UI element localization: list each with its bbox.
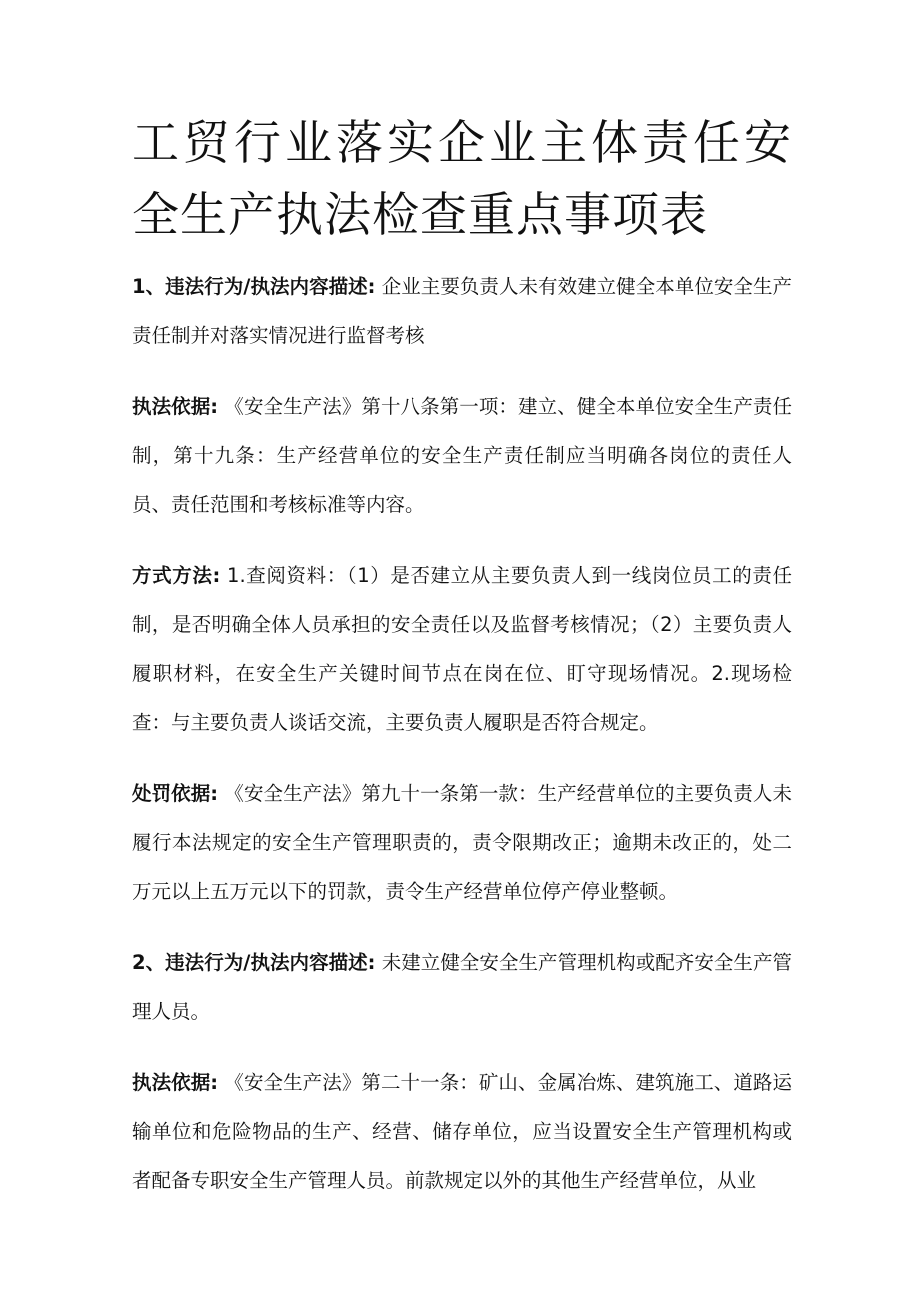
section-1-violation [132,262,792,360]
section-label: 1、违法行为/执法内容描述: [132,275,376,298]
section-label: 处罚依据: [132,782,219,805]
section-1-methods [132,551,792,747]
section-text: 企业主要负责人未有效建立健全本单位安全生产责任制并对落实情况进行监督考核 [132,275,792,347]
document-page [132,108,792,1205]
section-label: 执法依据: [132,395,219,418]
section-label: 执法依据: [132,1071,219,1094]
section-2-legal-basis [132,1058,792,1205]
section-text: 未建立健全安全生产管理机构或配齐安全生产管理人员。 [132,951,792,1023]
section-1-legal-basis [132,382,792,529]
section-text: 《安全生产法》第二十一条：矿山、金属冶炼、建筑施工、道路运输单位和危险物品的生产、经营、储存单位，应当设置安全生产管理机构或者配备专职安全生产管理人员。前款规定以外的其他生产经营单位，从业 [132,1071,792,1192]
section-2-violation [132,938,792,1036]
section-label: 方式方法: [132,564,221,587]
document-title: 工贸行业落实企业主体责任安全生产执法检查重点事项表 [132,116,792,243]
section-label: 2、违法行为/执法内容描述: [132,951,376,974]
section-text: 《安全生产法》第九十一条第一款：生产经营单位的主要负责人未履行本法规定的安全生产管理职责的，责令限期改正；逾期未改正的，处二万元以上五万元以下的罚款，责令生产经营单位停产停业整顿。 [132,782,792,903]
section-text: 1.查阅资料：（1）是否建立从主要负责人到一线岗位员工的责任制，是否明确全体人员承担的安全责任以及监督考核情况；（2）主要负责人履职材料，在安全生产关键时间节点在岗在位、盯守现场情况。2.现场检查：与主要负责人谈话交流，主要负责人履职是否符合规定。 [132,564,792,734]
section-text: 《安全生产法》第十八条第一项：建立、健全本单位安全生产责任制，第十九条：生产经营单位的安全生产责任制应当明确各岗位的责任人员、责任范围和考核标准等内容。 [132,395,792,516]
section-1-penalty-basis [132,769,792,916]
